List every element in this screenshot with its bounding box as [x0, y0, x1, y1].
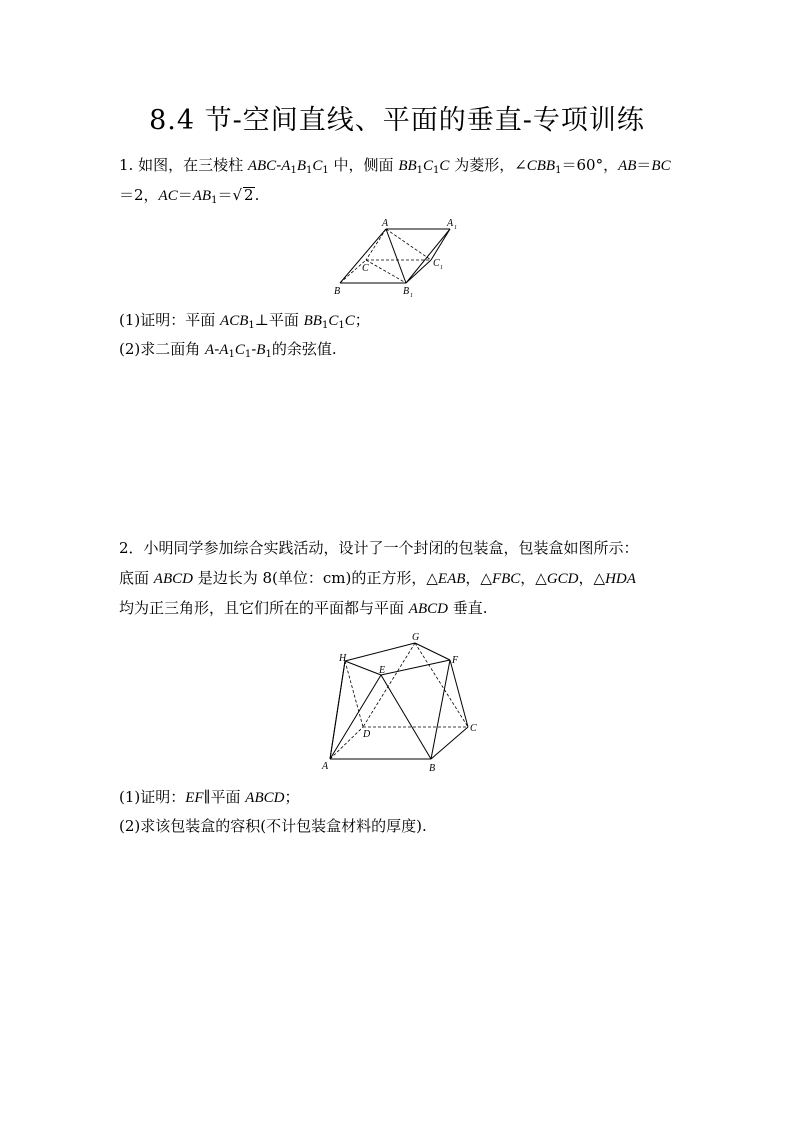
- subscript: 1: [555, 165, 562, 176]
- subscript: 1: [321, 320, 329, 331]
- q2-line-3: [119, 598, 488, 619]
- q2-text: ∥平面: [203, 788, 246, 806]
- label-A: A: [382, 218, 389, 229]
- subscript: 1: [265, 349, 272, 360]
- q1-text: 的余弦值.: [271, 340, 337, 358]
- label-C1: C: [433, 258, 440, 269]
- q2-part-1: [119, 787, 299, 808]
- label-B1-sub: 1: [410, 293, 413, 299]
- radicand: 2: [244, 186, 254, 204]
- q2-line-1: [119, 538, 639, 558]
- q1-text: (2)求二面角: [119, 340, 206, 358]
- q2-text: 均为正三角形，且它们所在的平面都与平面: [119, 599, 409, 617]
- box-figure: [318, 630, 484, 776]
- math: A: [281, 158, 291, 174]
- label-A1-sub: 1: [454, 225, 457, 231]
- label-B: B: [334, 286, 341, 297]
- math: EAB: [437, 571, 466, 587]
- q2-text: 2．小明同学参加综合实践活动，设计了一个封闭的包装盒，包装盒如图所示：: [119, 539, 639, 557]
- subscript: 1: [306, 165, 313, 176]
- q1-part-2: [119, 339, 337, 360]
- math: -: [214, 340, 220, 358]
- math: ABC: [247, 158, 277, 174]
- label-F: F: [452, 655, 459, 666]
- q1-text: ＝: [177, 186, 193, 204]
- label-H: H: [339, 653, 347, 664]
- math: ACB: [220, 313, 249, 329]
- label-A: A: [322, 761, 329, 772]
- math: B: [296, 158, 306, 174]
- q1-text: ＝: [217, 186, 233, 204]
- q1-text: 为菱形，∠: [449, 156, 527, 174]
- math: BC: [651, 158, 671, 174]
- math: FBC: [491, 571, 521, 587]
- q2-text: (1)证明：: [119, 788, 186, 806]
- math: B: [256, 342, 266, 358]
- q1-line-1: [119, 155, 671, 176]
- radical-sign: √: [232, 186, 243, 204]
- subscript: 1: [322, 165, 329, 176]
- math: C: [439, 158, 450, 174]
- q1-text: ＝60°，: [561, 156, 619, 174]
- math: AC: [158, 188, 178, 204]
- q1-text: (1)证明：平面: [119, 311, 221, 329]
- math: HDA: [605, 571, 636, 587]
- label-B1: B: [403, 286, 410, 297]
- math: ABCD: [153, 571, 193, 587]
- math: C: [344, 313, 355, 329]
- math: ABCD: [408, 601, 448, 617]
- subscript: 1: [244, 349, 252, 360]
- subscript: 1: [248, 320, 255, 331]
- math: C: [234, 342, 245, 358]
- q1-number: 1: [119, 156, 129, 174]
- math: C: [328, 313, 339, 329]
- subscript: 1: [211, 195, 218, 206]
- q1-line-2: [119, 185, 259, 206]
- math: CBB: [526, 158, 556, 174]
- label-D: D: [363, 729, 371, 740]
- q1-text: .: [254, 186, 260, 204]
- label-C1-sub: 1: [440, 265, 443, 271]
- label-E: E: [379, 665, 386, 676]
- math: AB: [618, 158, 637, 174]
- math: -: [251, 340, 257, 358]
- q1-text: ＝: [636, 156, 652, 174]
- math: -: [276, 156, 282, 174]
- subscript: 1: [416, 165, 424, 176]
- label-G: G: [412, 632, 420, 643]
- q1-text: ；: [354, 311, 370, 329]
- q2-text: 是边长为 8(单位：cm)的正方形，△: [192, 569, 438, 587]
- subscript: 1: [228, 349, 235, 360]
- page-title: 8.4 节-空间直线、平面的垂直-专项训练: [149, 105, 645, 136]
- q1-text: ＝2，: [119, 186, 159, 204]
- subscript: 1: [290, 165, 297, 176]
- math: EF: [185, 790, 204, 806]
- q2-line-2: [119, 568, 636, 589]
- label-C: C: [470, 723, 477, 734]
- label-A1: A: [447, 218, 454, 229]
- subscript: 1: [338, 320, 345, 331]
- q2-part-2: [119, 816, 427, 836]
- q2-text: (2)求该包装盒的容积(不计包装盒材料的厚度).: [119, 817, 427, 835]
- subscript: 1: [433, 165, 440, 176]
- label-B: B: [429, 763, 436, 774]
- q2-text: 垂直.: [447, 599, 488, 617]
- math: A: [205, 342, 215, 358]
- math: ABCD: [245, 790, 285, 806]
- q1-text: 中，侧面: [328, 156, 399, 174]
- math: C: [423, 158, 434, 174]
- q1-text: . 如图，在三棱柱: [128, 156, 248, 174]
- math: GCD: [546, 571, 579, 587]
- math: C: [312, 158, 323, 174]
- q1-part-1: [119, 310, 370, 331]
- q1-text: ⊥平面: [254, 311, 304, 329]
- math: A: [219, 342, 229, 358]
- prism-figure: [330, 216, 470, 300]
- math: AB: [192, 188, 212, 204]
- q2-text: ，△: [520, 569, 547, 587]
- math: BB: [398, 158, 417, 174]
- q2-text: ；: [284, 788, 300, 806]
- q2-text: 底面: [119, 569, 154, 587]
- q2-text: ，△: [465, 569, 492, 587]
- q2-text: ，△: [578, 569, 606, 587]
- math: BB: [303, 313, 322, 329]
- label-C: C: [362, 263, 369, 274]
